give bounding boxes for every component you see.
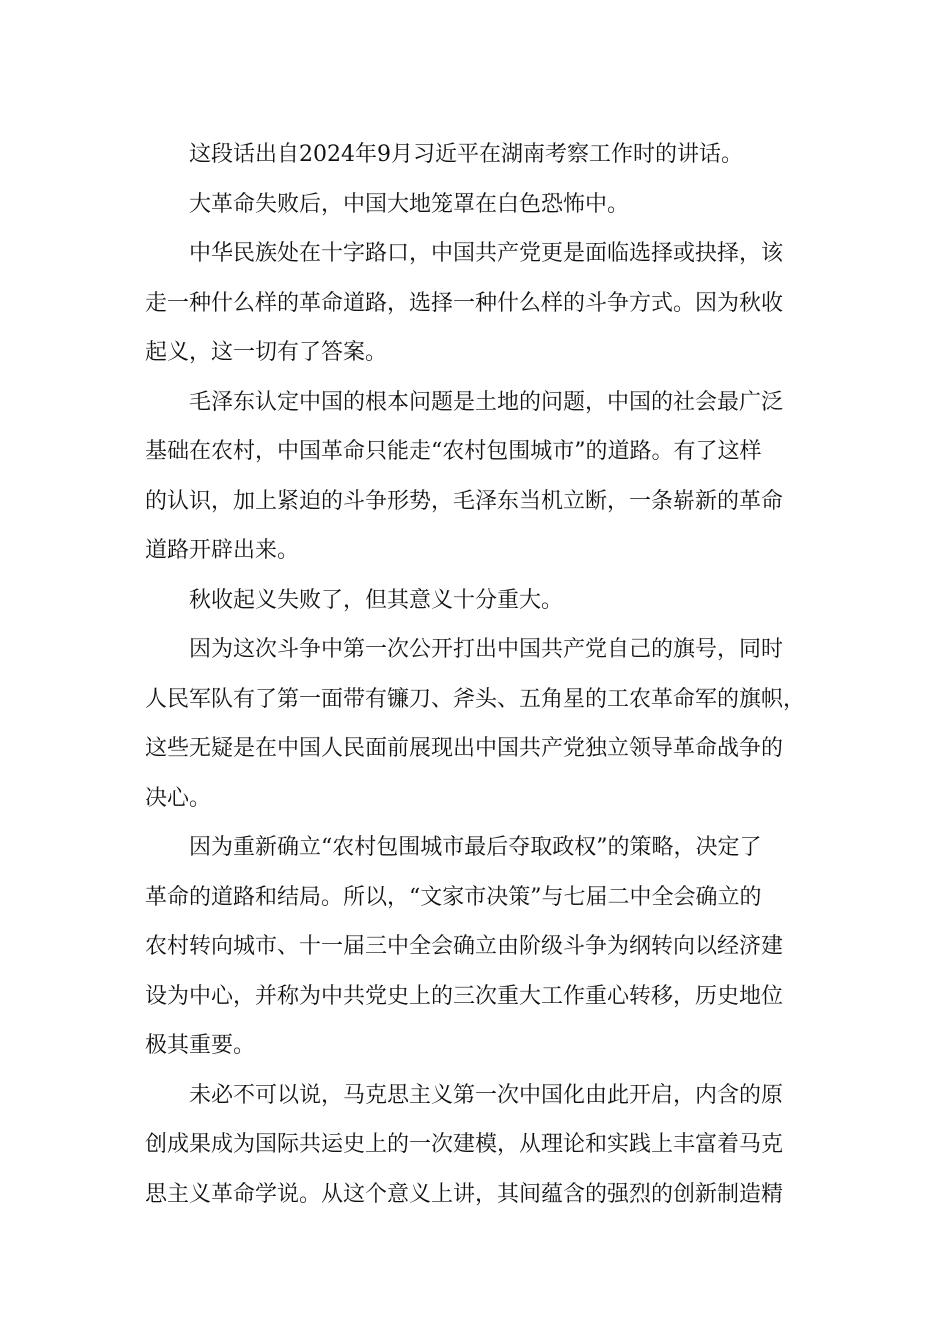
- text-line: 这些无疑是在中国人民面前展现出中国共产党独立领导革命战争的: [145, 736, 784, 761]
- paragraph-3: [145, 229, 815, 378]
- paragraph-2: [145, 180, 815, 230]
- paragraph-5: [145, 576, 815, 626]
- text-line: 走一种什么样的革命道路，选择一种什么样的斗争方式。因为秋收: [145, 290, 784, 316]
- paragraph-7: [145, 823, 815, 1071]
- text-line: 起义，这一切有了答案。: [145, 340, 388, 365]
- text-line: 人民军队有了第一面带有镰刀、斧头、五角星的工农革命军的旗帜，: [145, 686, 806, 712]
- text-line: 中华民族处在十字路口，中国共产党更是面临选择或抉择，该: [189, 241, 784, 266]
- text-line: 农村转向城市、十一届三中全会确立由阶级斗争为纲转向以经济建: [145, 934, 784, 959]
- paragraph-6: [145, 625, 815, 823]
- text-line: 基础在农村，中国革命只能走“农村包围城市”的道路。有了这样: [145, 439, 762, 464]
- text-line: 毛泽东认定中国的根本问题是土地的问题，中国的社会最广泛: [189, 389, 784, 415]
- text-line: 秋收起义失败了，但其意义十分重大。: [189, 587, 564, 613]
- text-line: 思主义革命学说。从这个意义上讲，其间蕴含的强烈的创新制造精: [145, 1181, 784, 1207]
- text-line: 道路开辟出来。: [145, 538, 300, 563]
- text-line: 革命的道路和结局。所以，“文家市决策”与七届二中全会确立的: [145, 884, 762, 910]
- text-line: 创成果成为国际共运史上的一次建模，从理论和实践上丰富着马克: [145, 1132, 784, 1157]
- text-line: 因为这次斗争中第一次公开打出中国共产党自己的旗号，同时: [189, 637, 784, 662]
- text-line: 设为中心，并称为中共党史上的三次重大工作重心转移，历史地位: [145, 983, 784, 1009]
- text-line: 大革命失败后，中国大地笼罩在白色恐怖中。: [189, 191, 630, 217]
- text-line: 的认识，加上紧迫的斗争形势，毛泽东当机立断，一条崭新的革命: [145, 488, 784, 514]
- paragraph-4: [145, 378, 815, 576]
- paragraph-1: [145, 130, 815, 180]
- text-line: 这段话出自2024年9月习近平在湖南考察工作时的讲话。: [189, 142, 743, 167]
- text-line: 决心。: [145, 785, 212, 811]
- text-line: 因为重新确立“农村包围城市最后夺取政权”的策略，决定了: [189, 835, 762, 860]
- paragraph-8: [145, 1071, 815, 1220]
- document-body: [145, 130, 815, 1219]
- text-line: 极其重要。: [145, 1033, 256, 1058]
- text-line: 未必不可以说，马克思主义第一次中国化由此开启，内含的原: [189, 1082, 784, 1108]
